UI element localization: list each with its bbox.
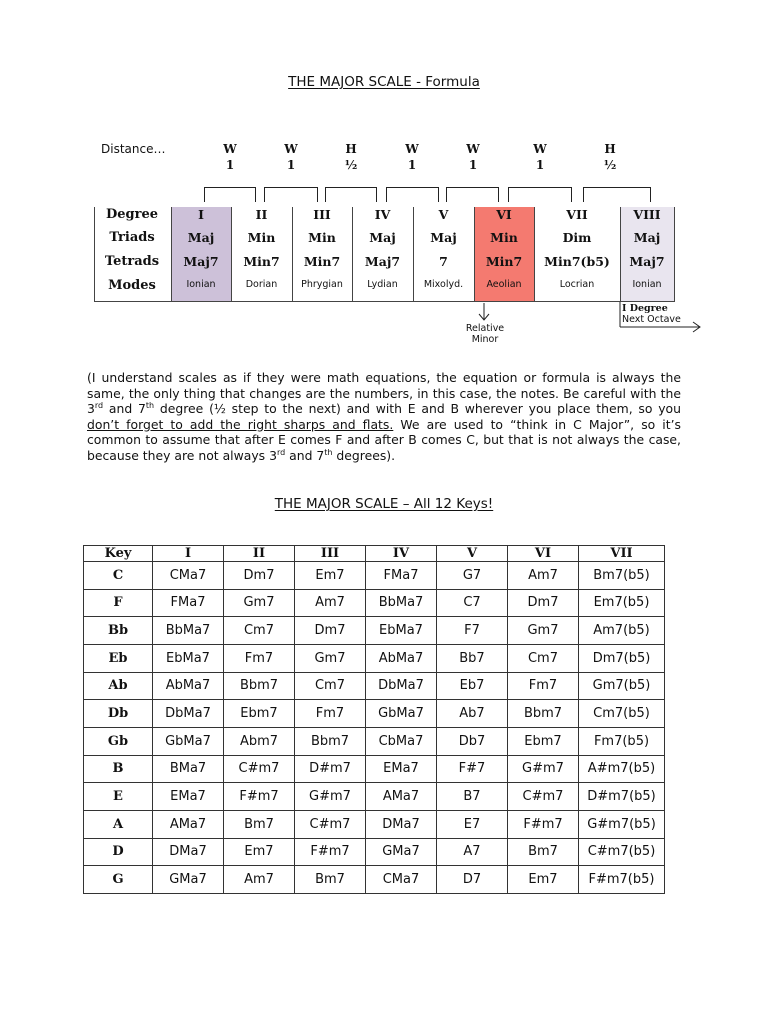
table-row	[84, 672, 665, 700]
table-row	[84, 562, 665, 590]
key-cell: B	[84, 755, 153, 783]
chord-cell: Bm7	[295, 866, 366, 894]
table-row	[84, 617, 665, 645]
chord-cell: DbMa7	[153, 700, 224, 728]
interval-bracket	[204, 187, 256, 202]
scale-cell-tetrad: Min7	[303, 254, 341, 269]
chord-cell: Fm7(b5)	[579, 727, 665, 755]
key-cell: D	[84, 838, 153, 866]
scale-cell-mode: Dorian	[245, 279, 278, 290]
key-cell: Db	[84, 700, 153, 728]
chord-cell: Fm7	[508, 672, 579, 700]
step-value: 1	[535, 158, 545, 172]
step-interval	[520, 141, 560, 173]
keys-table	[83, 545, 665, 894]
chord-cell: Abm7	[224, 727, 295, 755]
chord-cell: DbMa7	[366, 672, 437, 700]
step-name: W	[405, 142, 419, 156]
keys-header-cell: Key	[84, 546, 153, 562]
chord-cell: Cm7	[508, 644, 579, 672]
chord-cell: D#m7	[295, 755, 366, 783]
chord-cell: Ebm7	[508, 727, 579, 755]
scale-cell-triad: Maj	[187, 230, 215, 245]
key-cell: F	[84, 589, 153, 617]
scale-cell-degree: VIII	[633, 207, 661, 222]
scale-cell-triad: Min	[247, 230, 276, 245]
chord-cell: AMa7	[366, 783, 437, 811]
scale-cell-mode: Ionian	[186, 279, 216, 290]
chord-cell: Bb7	[437, 644, 508, 672]
chord-cell: D#m7(b5)	[579, 783, 665, 811]
step-interval	[453, 141, 493, 173]
chord-cell: BbMa7	[366, 589, 437, 617]
chord-cell: Am7(b5)	[579, 617, 665, 645]
scale-cell-triad: Maj	[369, 230, 396, 245]
chord-cell: CbMa7	[366, 727, 437, 755]
chord-cell: Am7	[224, 866, 295, 894]
chord-cell: Am7	[508, 562, 579, 590]
chord-cell: EbMa7	[153, 644, 224, 672]
scale-cell-tetrad: Maj7	[364, 254, 401, 269]
chord-cell: F7	[437, 617, 508, 645]
keys-table-body	[84, 562, 665, 894]
chord-cell: Ab7	[437, 700, 508, 728]
chord-cell: Em7(b5)	[579, 589, 665, 617]
chord-cell: Bbm7	[295, 727, 366, 755]
scale-cell-mode: Phrygian	[301, 279, 343, 290]
chord-cell: Cm7	[295, 672, 366, 700]
chord-cell: F#m7	[295, 838, 366, 866]
chord-cell: Bbm7	[508, 700, 579, 728]
chord-cell: AbMa7	[153, 672, 224, 700]
table-bottom-border	[94, 301, 675, 302]
keys-header-cell: II	[224, 546, 295, 562]
key-cell: G	[84, 866, 153, 894]
table-row	[84, 727, 665, 755]
step-value: 1	[286, 158, 296, 172]
chord-cell: C#m7(b5)	[579, 838, 665, 866]
row-label-tetrads: Tetrads	[104, 254, 160, 269]
octave-annotation: I Degree Next Octave	[622, 303, 681, 325]
table-row	[84, 838, 665, 866]
chord-cell: C7	[437, 589, 508, 617]
chord-cell: B7	[437, 783, 508, 811]
table-row	[84, 589, 665, 617]
chord-cell: C#m7	[224, 755, 295, 783]
chord-cell: A7	[437, 838, 508, 866]
chord-cell: G#m7	[295, 783, 366, 811]
chord-cell: CMa7	[153, 562, 224, 590]
chord-cell: Dm7(b5)	[579, 644, 665, 672]
step-value: ½	[603, 158, 617, 172]
relative-minor-annotation: Relative Minor	[465, 323, 505, 345]
scale-cell-mode: Mixolyd.	[423, 279, 464, 290]
chord-cell: Gm7	[224, 589, 295, 617]
step-name: W	[223, 142, 237, 156]
interval-bracket	[264, 187, 318, 202]
step-interval	[331, 141, 371, 173]
interval-bracket	[583, 187, 651, 202]
chord-cell: GMa7	[153, 866, 224, 894]
chord-cell: Cm7	[224, 617, 295, 645]
step-interval	[590, 141, 630, 173]
step-name: H	[604, 142, 616, 156]
step-name: W	[284, 142, 298, 156]
keys-header-cell: V	[437, 546, 508, 562]
chord-cell: G#m7	[508, 755, 579, 783]
chord-cell: F#m7(b5)	[579, 866, 665, 894]
chord-cell: Ebm7	[224, 700, 295, 728]
chord-cell: Fm7	[224, 644, 295, 672]
chord-cell: Dm7	[508, 589, 579, 617]
scale-cell-degree: I	[198, 207, 204, 222]
chord-cell: EMa7	[153, 783, 224, 811]
table-right-border	[674, 207, 675, 302]
chord-cell: Db7	[437, 727, 508, 755]
step-name: W	[466, 142, 480, 156]
scale-cell-triad: Dim	[562, 230, 592, 245]
chord-cell: Gm7(b5)	[579, 672, 665, 700]
keys-section-title: THE MAJOR SCALE – All 12 Keys!	[274, 496, 494, 512]
chord-cell: GbMa7	[153, 727, 224, 755]
chord-cell: Em7	[224, 838, 295, 866]
chord-cell: E7	[437, 810, 508, 838]
chord-cell: Dm7	[295, 617, 366, 645]
key-cell: Ab	[84, 672, 153, 700]
chord-cell: D7	[437, 866, 508, 894]
scale-cell-tetrad: 7	[439, 254, 448, 269]
chord-cell: Am7	[295, 589, 366, 617]
keys-header-cell: I	[153, 546, 224, 562]
chord-cell: DMa7	[366, 810, 437, 838]
keys-header-cell: III	[295, 546, 366, 562]
step-value: 1	[225, 158, 235, 172]
scale-cell-triad: Maj	[430, 230, 457, 245]
step-value: ½	[344, 158, 358, 172]
explanation-paragraph: (I understand scales as if they were math equations, the equation or formula is always the same, the only thing that changes are the numbers, in this case, the notes. Be careful with the 3rd and 7th degree (½ step to the next) and with E and B wherever you place them, so you don’t forget to add the right sharps and flats. We are used to “think in C Major”, so it’s common to assume that after E comes F and after B comes C, but that is not always the case, because they are not always 3rd and 7th degrees).	[87, 370, 681, 463]
chord-cell: GbMa7	[366, 700, 437, 728]
scale-cell-triad: Min	[490, 230, 518, 245]
key-cell: Bb	[84, 617, 153, 645]
chord-cell: Em7	[295, 562, 366, 590]
table-row	[84, 866, 665, 894]
scale-cell-mode: Locrian	[559, 279, 595, 290]
scale-cell-degree: III	[313, 207, 331, 222]
scale-cell-triad: Maj	[633, 230, 661, 245]
interval-bracket	[508, 187, 572, 202]
scale-cell-degree: VII	[566, 207, 588, 222]
scale-cell-tetrad: Min7(b5)	[544, 254, 610, 269]
scale-cell-mode: Lydian	[367, 279, 398, 290]
chord-cell: FMa7	[366, 562, 437, 590]
table-row	[84, 783, 665, 811]
key-cell: Gb	[84, 727, 153, 755]
scale-cell-tetrad: Maj7	[183, 254, 219, 269]
chord-cell: EMa7	[366, 755, 437, 783]
distance-label: Distance…	[101, 142, 166, 156]
chord-cell: Eb7	[437, 672, 508, 700]
key-cell: A	[84, 810, 153, 838]
chord-cell: F#m7	[224, 783, 295, 811]
chord-cell: Gm7	[295, 644, 366, 672]
scale-cell-degree: II	[255, 207, 268, 222]
scale-cell-triad: Min	[308, 230, 336, 245]
interval-bracket	[446, 187, 499, 202]
scale-cell-degree: VI	[496, 207, 512, 222]
keys-header-cell: VI	[508, 546, 579, 562]
scale-cell-tetrad: Min7	[485, 254, 523, 269]
chord-cell: Em7	[508, 866, 579, 894]
step-interval	[271, 141, 311, 173]
chord-cell: F#7	[437, 755, 508, 783]
scale-cell-degree: IV	[374, 207, 391, 222]
scale-cell-mode: Aeolian	[486, 279, 522, 290]
page-title: THE MAJOR SCALE - Formula	[288, 74, 480, 90]
chord-cell: DMa7	[153, 838, 224, 866]
table-row	[84, 810, 665, 838]
key-cell: Eb	[84, 644, 153, 672]
table-row	[84, 700, 665, 728]
chord-cell: Dm7	[224, 562, 295, 590]
keys-header-cell: IV	[366, 546, 437, 562]
chord-cell: C#m7	[508, 783, 579, 811]
interval-bracket	[386, 187, 439, 202]
step-interval	[210, 141, 250, 173]
chord-cell: Bbm7	[224, 672, 295, 700]
chord-cell: Bm7	[224, 810, 295, 838]
chord-cell: AMa7	[153, 810, 224, 838]
chord-cell: G#m7(b5)	[579, 810, 665, 838]
chord-cell: F#m7	[508, 810, 579, 838]
scale-cell-tetrad: Min7	[243, 254, 280, 269]
row-label-triads: Triads	[109, 230, 155, 245]
step-name: H	[345, 142, 357, 156]
chord-cell: CMa7	[366, 866, 437, 894]
key-cell: E	[84, 783, 153, 811]
chord-cell: GMa7	[366, 838, 437, 866]
keys-header-cell: VII	[579, 546, 665, 562]
chord-cell: FMa7	[153, 589, 224, 617]
table-row	[84, 755, 665, 783]
key-cell: C	[84, 562, 153, 590]
interval-bracket	[325, 187, 377, 202]
chord-cell: BbMa7	[153, 617, 224, 645]
row-label-modes: Modes	[108, 278, 156, 293]
chord-cell: G7	[437, 562, 508, 590]
step-value: 1	[407, 158, 417, 172]
chord-cell: Bm7	[508, 838, 579, 866]
chord-cell: Fm7	[295, 700, 366, 728]
scale-cell-mode: Ionian	[632, 279, 662, 290]
chord-cell: AbMa7	[366, 644, 437, 672]
scale-cell-tetrad: Maj7	[629, 254, 665, 269]
chord-cell: Cm7(b5)	[579, 700, 665, 728]
chord-cell: EbMa7	[366, 617, 437, 645]
step-interval	[392, 141, 432, 173]
row-label-degree: Degree	[105, 207, 159, 222]
step-value: 1	[468, 158, 478, 172]
chord-cell: Gm7	[508, 617, 579, 645]
scale-cell-degree: V	[438, 207, 449, 222]
chord-cell: C#m7	[295, 810, 366, 838]
keys-table-header-row	[84, 546, 665, 562]
chord-cell: Bm7(b5)	[579, 562, 665, 590]
step-name: W	[533, 142, 547, 156]
chord-cell: A#m7(b5)	[579, 755, 665, 783]
chord-cell: BMa7	[153, 755, 224, 783]
table-row	[84, 644, 665, 672]
